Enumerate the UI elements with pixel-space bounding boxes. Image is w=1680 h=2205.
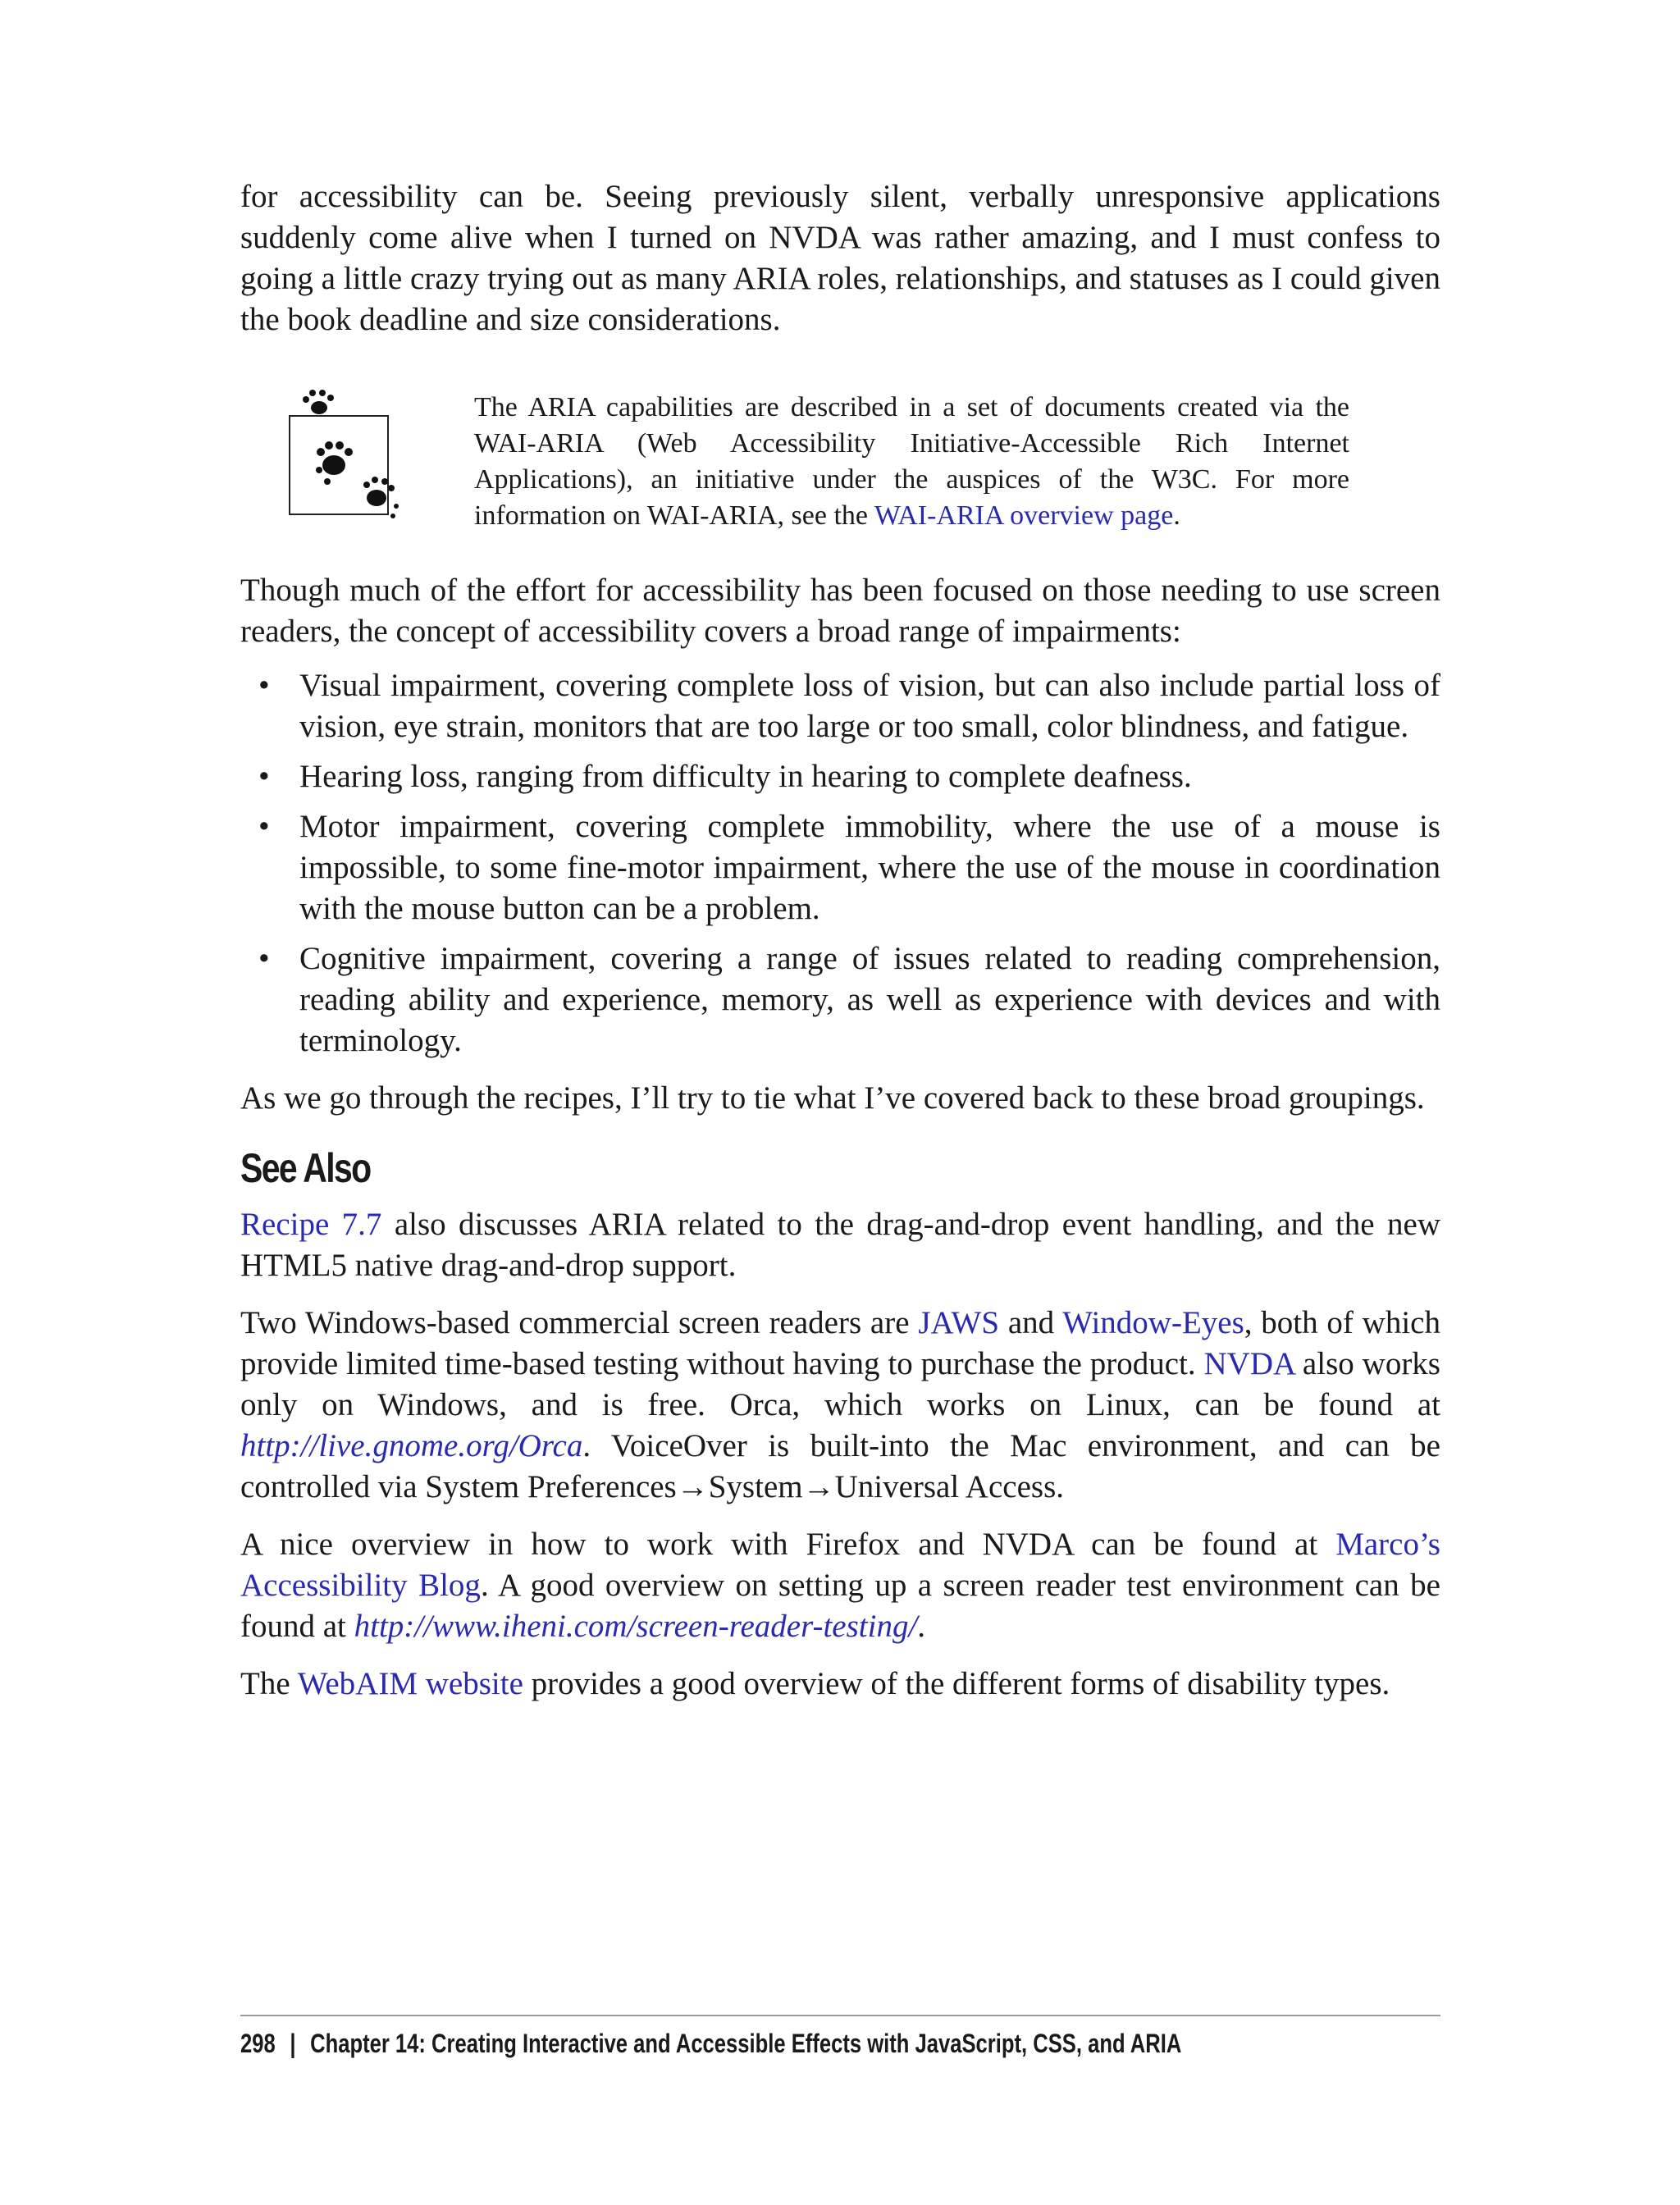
iheni-url-link[interactable]: http://www.iheni.com/screen-reader-testing/ (354, 1609, 918, 1644)
list-item (240, 665, 1440, 747)
see-also-paragraph-3 (240, 1524, 1440, 1647)
paragraph-text: provides a good overview of the different forms of disability types. (523, 1666, 1390, 1701)
groupings-paragraph: As we go through the recipes, I’ll try to tie what I’ve covered back to these broad groupings. (240, 1080, 1425, 1116)
footer-divider (240, 2015, 1440, 2016)
webaim-link[interactable]: WebAIM website (297, 1666, 523, 1701)
paragraph-text: also works only on Windows, and is free. Orca, which works on Linux, can be found at (240, 1346, 1440, 1422)
list-item (240, 938, 1440, 1061)
tip-note (288, 383, 1440, 547)
impairments-list (240, 665, 1440, 1061)
see-also-paragraph-4 (240, 1664, 1440, 1705)
paragraph-text: The (240, 1666, 298, 1701)
list-item (240, 756, 1440, 797)
intro-paragraph: for accessibility can be. Seeing previously silent, verbally unresponsive applications suddenly come alive when I turned on NVDA was rather amazing, and I must confess to going a little crazy trying out as many ARIA roles, relationships, and statuses as I could given the book deadline and size considerations. (240, 179, 1440, 337)
tip-icon (288, 383, 419, 531)
tip-text-after: . (1173, 500, 1180, 531)
paragraph-text: . A good overview on setting up a screen reader test environment can be found at (240, 1568, 1440, 1644)
chapter-title: Chapter 14: Creating Interactive and Accessible Effects with JavaScript, CSS, and ARIA (310, 2029, 1182, 2058)
paragraph-text: and (999, 1305, 1063, 1340)
nvda-link[interactable]: NVDA (1203, 1346, 1295, 1381)
see-also-paragraph-1 (240, 1204, 1440, 1286)
paragraph-text: , both of which provide limited time-based testing without having to purchase the product. (240, 1305, 1440, 1381)
paragraph-text: A nice overview in how to work with Firefox and NVDA can be found at (240, 1527, 1336, 1562)
page-footer (240, 2029, 1181, 2059)
paragraph-text: . VoiceOver is built-into the Mac environment, and can be controlled via System Preferences→System→Universal Access. (240, 1428, 1440, 1504)
tip-text (474, 390, 1349, 534)
jaws-link[interactable]: JAWS (918, 1305, 1000, 1340)
paragraph-text: . (917, 1609, 926, 1644)
footer-separator: | (290, 2029, 296, 2058)
list-item-text: Cognitive impairment, covering a range of issues related to reading comprehension, reading ability and experience, memory, as well as experience with devices and with terminology. (299, 941, 1440, 1058)
list-item-text: Hearing loss, ranging from difficulty in hearing to complete deafness. (299, 759, 1192, 794)
bullet-icon: • (258, 941, 270, 976)
paragraph-text: also discusses ARIA related to the drag-and-drop event handling, and the new HTML5 native drag-and-drop support. (240, 1207, 1440, 1283)
bullet-icon: • (258, 668, 270, 703)
recipe-7-7-link[interactable]: Recipe 7.7 (240, 1207, 382, 1242)
bullet-icon: • (258, 809, 270, 844)
page-content (240, 176, 1440, 1705)
wai-aria-overview-link[interactable]: WAI-ARIA overview page (874, 500, 1174, 531)
list-item-text: Motor impairment, covering complete immobility, where the use of a mouse is impossible, to some fine-motor impairment, where the use of the mouse in coordination with the mouse button can be a problem. (299, 809, 1440, 926)
see-also-heading: See Also (240, 1145, 371, 1191)
see-also-paragraph-2 (240, 1303, 1440, 1508)
list-item (240, 806, 1440, 929)
bullet-icon: • (258, 759, 270, 794)
list-item-text: Visual impairment, covering complete loss of vision, but can also include partial loss of vision, eye strain, monitors that are too large or too small, color blindness, and fatigue. (299, 668, 1440, 744)
impairments-intro: Though much of the effort for accessibility has been focused on those needing to use screen readers, the concept of accessibility covers a broad range of impairments: (240, 573, 1440, 649)
marcos-blog-link[interactable]: Marco’s Accessibility Blog (240, 1527, 1440, 1603)
tip-text-before: The ARIA capabilities are described in a set of documents created via the WAI-ARIA (Web Accessibility Initiative-Accessible Rich Internet Applications), an initiative under the auspices of the W3C. For more information on WAI-ARIA, see the (474, 392, 1349, 531)
paragraph-text: Two Windows-based commercial screen readers are (240, 1305, 919, 1340)
orca-url-link[interactable]: http://live.gnome.org/Orca (240, 1428, 583, 1463)
page-number: 298 (240, 2029, 276, 2058)
window-eyes-link[interactable]: Window-Eyes (1062, 1305, 1244, 1340)
